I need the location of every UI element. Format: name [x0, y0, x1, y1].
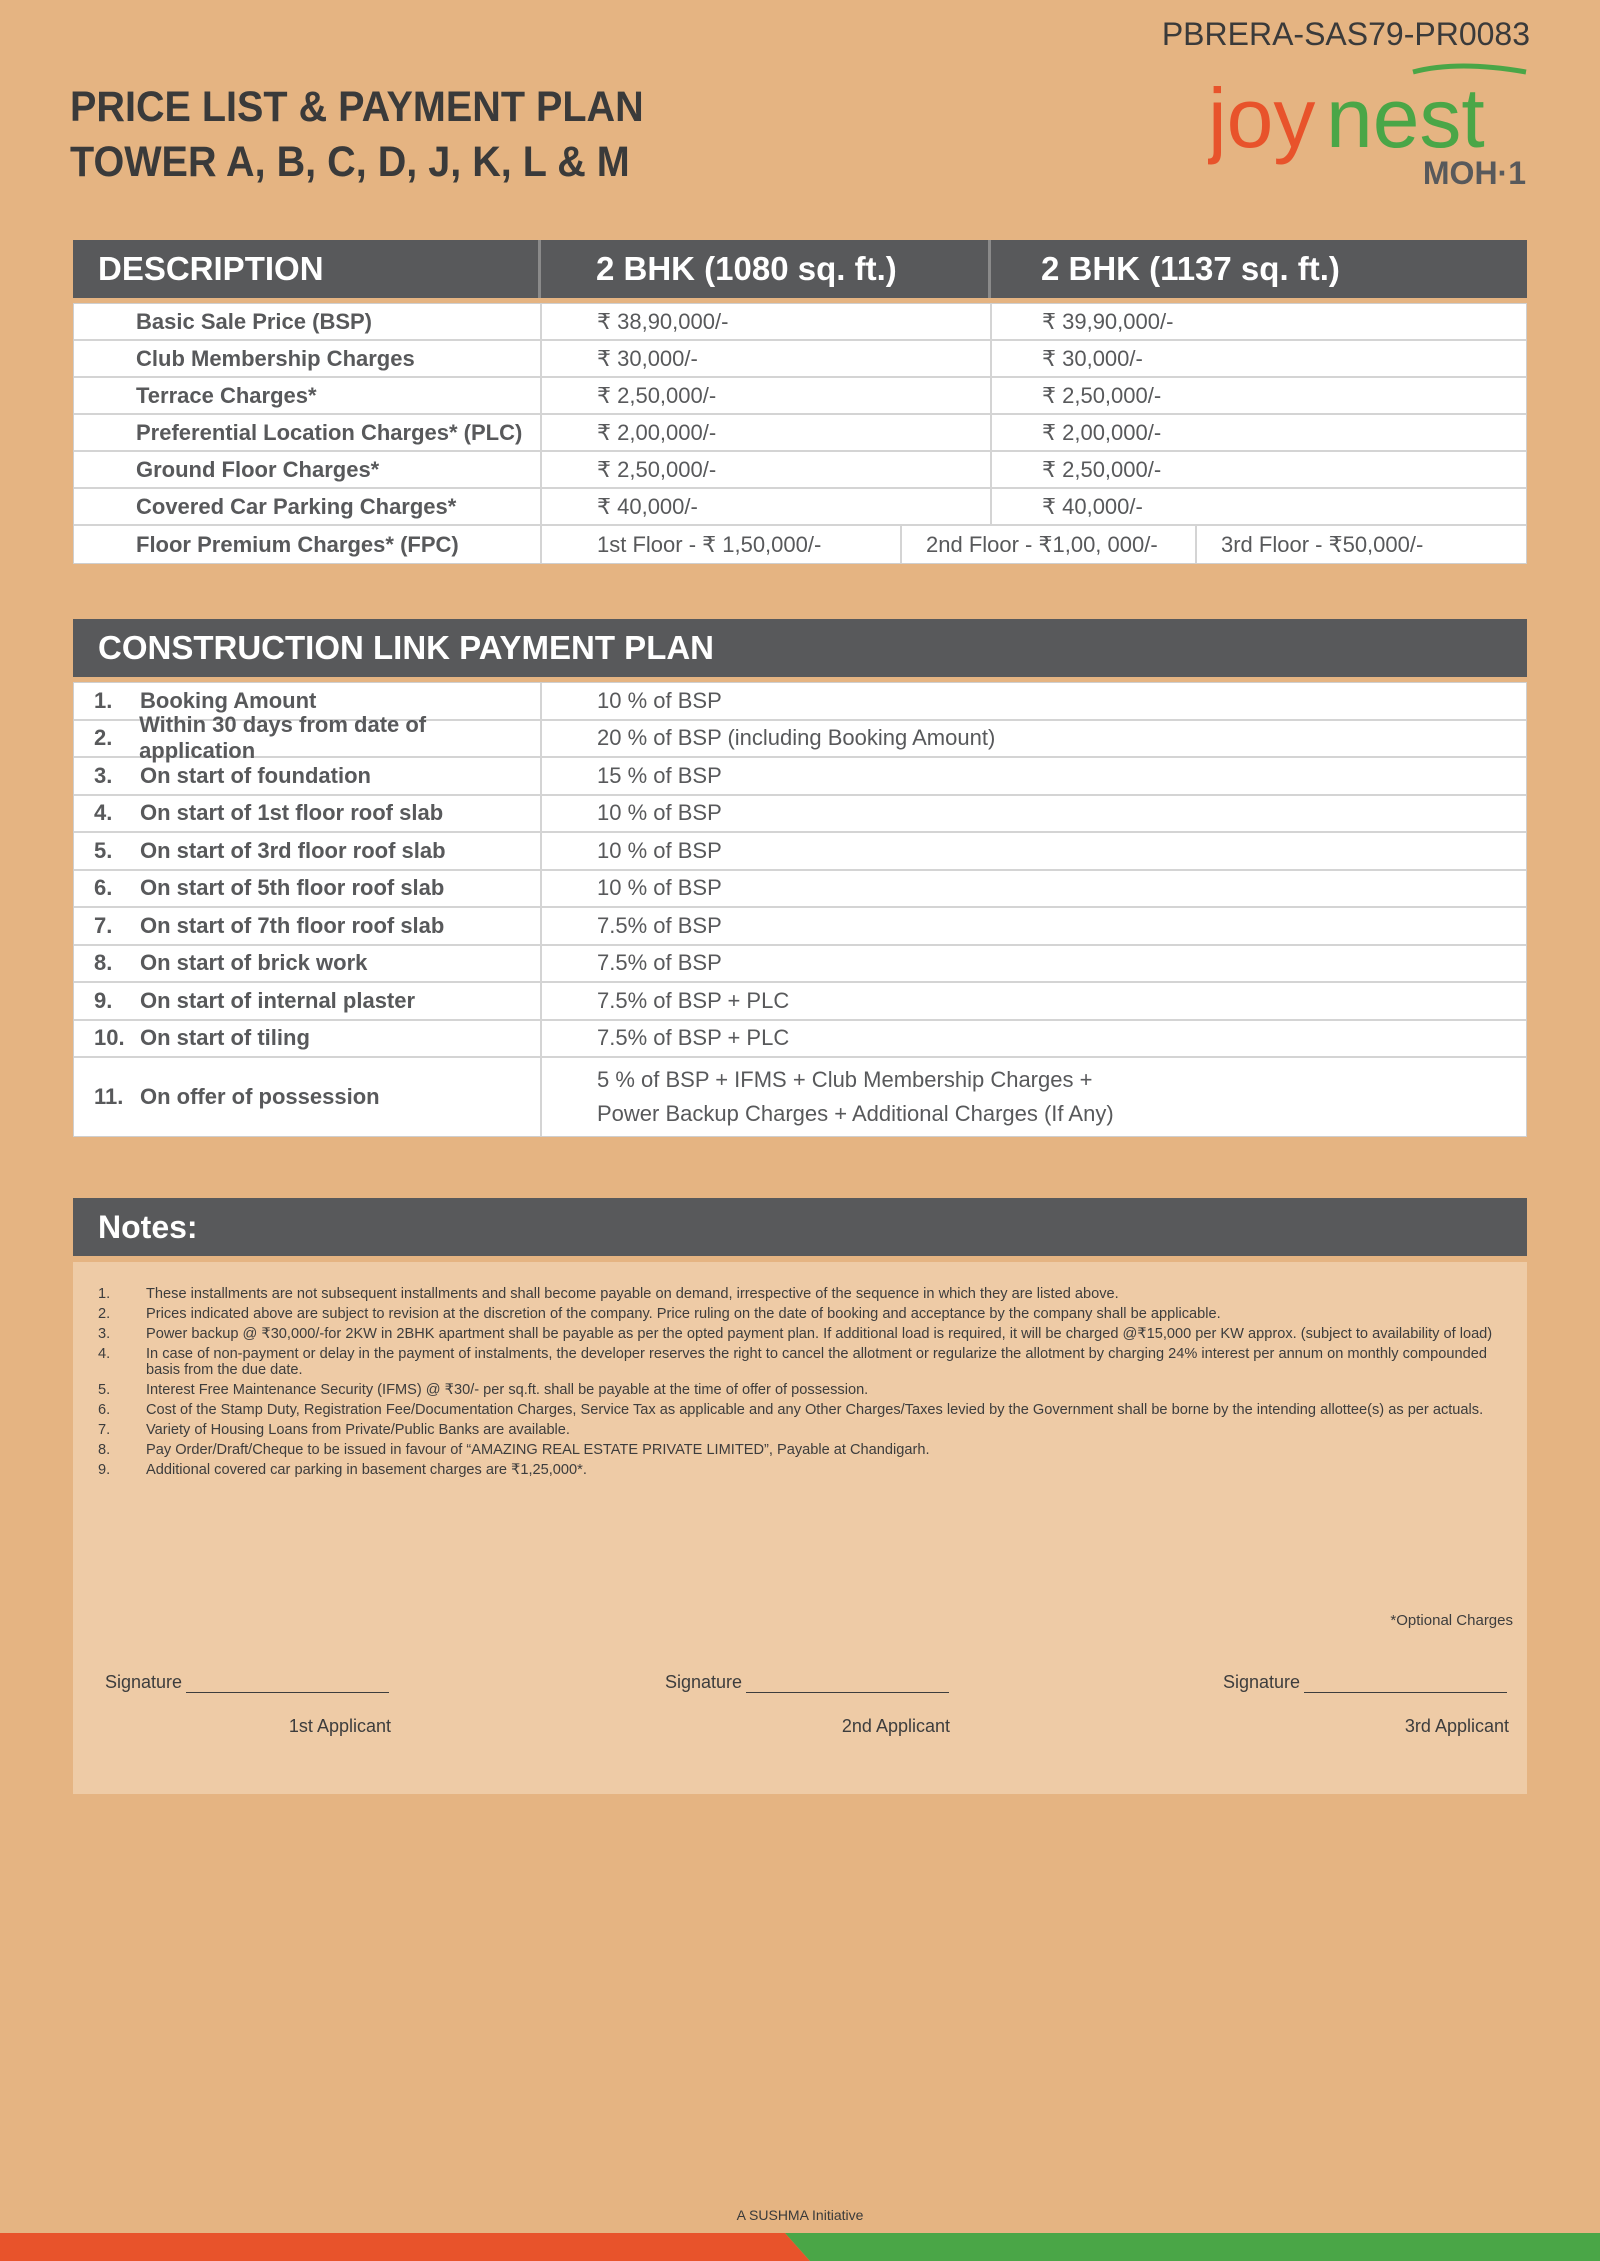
row-value: 10 % of BSP: [597, 800, 722, 826]
price-table-header: [73, 240, 1527, 298]
signature-label: Signature: [665, 1672, 743, 1692]
row-label: Covered Car Parking Charges*: [74, 489, 542, 524]
row-value-1080: ₹ 2,00,000/-: [542, 415, 992, 450]
note-number: 1.: [98, 1286, 111, 1302]
logo-nest-text: nest: [1326, 71, 1485, 165]
list-item: [98, 1402, 1497, 1418]
note-text: Cost of the Stamp Duty, Registration Fee/Documentation Charges, Service Tax as applicable and any Other Charges/Taxes levied by the Government shall be borne by the intending allottee(s) as per actuals.: [146, 1402, 1484, 1418]
table-row-fpc: [74, 526, 1526, 563]
logo-joy-text: joy: [1208, 71, 1316, 165]
row-value: 15 % of BSP: [597, 762, 722, 788]
table-row: [74, 452, 1526, 489]
row-stage: On start of 5th floor roof slab: [140, 875, 445, 901]
row-value-1080: ₹ 2,50,000/-: [542, 452, 992, 487]
table-row: [74, 796, 1526, 834]
title-line-2: TOWER A, B, C, D, J, K, L & M: [70, 138, 630, 186]
row-number: 8.: [94, 950, 113, 976]
list-item: [98, 1326, 1497, 1342]
notes-body: [73, 1262, 1527, 1794]
note-number: 3.: [98, 1326, 111, 1342]
row-value-1080: ₹ 38,90,000/-: [542, 304, 992, 339]
row-value-1137: ₹ 40,000/-: [1042, 493, 1143, 519]
list-item: [98, 1286, 1497, 1302]
note-text: Variety of Housing Loans from Private/Public Banks are available.: [146, 1422, 570, 1438]
header-2bhk-1137: 2 BHK (1137 sq. ft.): [1041, 250, 1340, 287]
table-row: [74, 1021, 1526, 1059]
note-text: Additional covered car parking in basement charges are ₹1,25,000*.: [146, 1462, 587, 1478]
table-row: [74, 341, 1526, 378]
row-number: 3.: [94, 762, 113, 788]
row-value-1080: ₹ 2,50,000/-: [542, 378, 992, 413]
note-number: 2.: [98, 1306, 111, 1322]
row-number: 2.: [94, 725, 113, 751]
fpc-floor-1: 1st Floor - ₹ 1,50,000/-: [542, 526, 902, 563]
note-text: Prices indicated above are subject to revision at the discretion of the company. Price ruling on the date of booking and acceptance by the company shall be applicable.: [146, 1306, 1221, 1322]
header-description: DESCRIPTION: [73, 240, 541, 298]
row-value: 7.5% of BSP: [597, 950, 722, 976]
list-item: [98, 1346, 1497, 1378]
applicant-3-label: 3rd Applicant: [1404, 1716, 1509, 1736]
footer-stripe: [0, 2233, 1600, 2261]
row-value: 10 % of BSP: [597, 875, 722, 901]
payment-plan-body: [73, 682, 1527, 1137]
note-number: 7.: [98, 1422, 111, 1438]
applicant-1-label: 1st Applicant: [288, 1716, 391, 1736]
payment-plan-title: CONSTRUCTION LINK PAYMENT PLAN: [73, 619, 1527, 677]
row-number: 4.: [94, 800, 113, 826]
table-row: [74, 871, 1526, 909]
row-value-line-2: Power Backup Charges + Additional Charges (If Any): [597, 1101, 1114, 1126]
note-text: Interest Free Maintenance Security (IFMS) @ ₹30/- per sq.ft. shall be payable at the time of offer of possession.: [146, 1382, 869, 1398]
row-value-line-1: 5 % of BSP + IFMS + Club Membership Charges +: [597, 1067, 1093, 1092]
row-label: Club Membership Charges: [74, 341, 542, 376]
signature-line: [746, 1675, 949, 1693]
fpc-values: [542, 526, 1526, 563]
note-number: 5.: [98, 1382, 111, 1398]
note-number: 4.: [98, 1346, 111, 1362]
row-label: Preferential Location Charges* (PLC): [74, 415, 542, 450]
row-value: 20 % of BSP (including Booking Amount): [597, 725, 996, 751]
row-label: Terrace Charges*: [74, 378, 542, 413]
notes-title: Notes:: [73, 1198, 1527, 1256]
row-value-1137: ₹ 39,90,000/-: [1042, 308, 1174, 334]
signature-line: [1304, 1675, 1507, 1693]
row-number: 6.: [94, 875, 113, 901]
row-value: [542, 1058, 1526, 1136]
note-text: In case of non-payment or delay in the payment of instalments, the developer reserves the right to cancel the allotment or regularize the allotment by charging 24% interest per annum on monthly compounded basis from the due date.: [146, 1346, 1487, 1378]
row-stage: On start of brick work: [140, 950, 368, 976]
row-number: 11.: [94, 1084, 124, 1109]
signature-label: Signature: [105, 1672, 183, 1692]
fpc-floor-3: 3rd Floor - ₹50,000/-: [1221, 531, 1424, 557]
signature-1: [105, 1672, 389, 1693]
row-label: Ground Floor Charges*: [74, 452, 542, 487]
table-row: [74, 378, 1526, 415]
table-row: [74, 304, 1526, 341]
row-value-1137: ₹ 2,00,000/-: [1042, 419, 1162, 445]
row-stage: On start of internal plaster: [140, 987, 416, 1013]
signature-3: [1223, 1672, 1507, 1693]
row-value-1080: ₹ 40,000/-: [542, 489, 992, 524]
note-number: 8.: [98, 1442, 111, 1458]
row-number: 9.: [94, 987, 113, 1013]
note-number: 9.: [98, 1462, 111, 1478]
row-value-1137: ₹ 30,000/-: [1042, 345, 1143, 371]
row-stage: On start of tiling: [140, 1025, 310, 1051]
list-item: [98, 1422, 1497, 1438]
table-row: [74, 833, 1526, 871]
footer-text: A SUSHMA Initiative: [736, 2207, 864, 2223]
row-number: 1.: [94, 687, 113, 713]
list-item: [98, 1306, 1497, 1322]
row-value: 7.5% of BSP: [597, 912, 722, 938]
page-title: [70, 80, 694, 190]
row-stage: On start of 1st floor roof slab: [140, 800, 444, 826]
row-number: 10.: [94, 1025, 125, 1051]
list-item: [98, 1382, 1497, 1398]
table-row: [74, 908, 1526, 946]
table-row: [74, 983, 1526, 1021]
row-label: Floor Premium Charges* (FPC): [74, 526, 542, 563]
note-text: These installments are not subsequent installments and shall become payable on demand, irrespective of the sequence in which they are listed above.: [146, 1286, 1119, 1302]
note-number: 6.: [98, 1402, 111, 1418]
table-row: [74, 758, 1526, 796]
row-label: Basic Sale Price (BSP): [74, 304, 542, 339]
list-item: [98, 1442, 1497, 1458]
payment-plan-table: [73, 619, 1527, 1137]
table-row: [74, 415, 1526, 452]
table-row: [74, 712, 1526, 764]
price-table: [73, 240, 1527, 564]
row-stage: On start of foundation: [140, 762, 371, 788]
price-table-body: [73, 303, 1527, 564]
logo-sub-text: MOH·1: [1422, 155, 1526, 191]
row-stage: On start of 3rd floor roof slab: [140, 837, 446, 863]
signature-2: [665, 1672, 949, 1693]
note-text: Pay Order/Draft/Cheque to be issued in favour of “AMAZING REAL ESTATE PRIVATE LIMITED”, Payable at Chandigarh.: [146, 1442, 930, 1458]
title-line-1: PRICE LIST & PAYMENT PLAN: [70, 83, 644, 131]
row-stage: On start of 7th floor roof slab: [140, 912, 445, 938]
rera-number: PBRERA-SAS79-PR0083: [1161, 16, 1530, 52]
row-value-1137: ₹ 2,50,000/-: [1042, 456, 1162, 482]
fpc-floor-2: 2nd Floor - ₹1,00, 000/-: [902, 526, 1197, 563]
row-value-1137: ₹ 2,50,000/-: [1042, 382, 1162, 408]
signature-label: Signature: [1223, 1672, 1301, 1692]
joynest-logo: [1208, 62, 1528, 192]
row-value: 7.5% of BSP + PLC: [597, 987, 790, 1013]
table-row: [74, 1058, 1526, 1136]
table-row: [74, 489, 1526, 526]
list-item: [98, 1462, 1497, 1478]
notes-section: [73, 1198, 1527, 1794]
row-number: 5.: [94, 837, 113, 863]
row-stage: Within 30 days from date of application: [139, 712, 427, 764]
row-value: 10 % of BSP: [597, 687, 722, 713]
row-stage: On offer of possession: [140, 1084, 380, 1109]
applicant-2-label: 2nd Applicant: [841, 1716, 950, 1736]
optional-charges-note: *Optional Charges: [1390, 1612, 1513, 1629]
header-2bhk-1080: 2 BHK (1080 sq. ft.): [541, 240, 991, 298]
row-value: 10 % of BSP: [597, 837, 722, 863]
signature-line: [186, 1675, 389, 1693]
table-row: [74, 946, 1526, 984]
note-text: Power backup @ ₹30,000/-for 2KW in 2BHK apartment shall be payable as per the opted payment plan. If additional load is required, it will be charged @₹15,000 per KW approx. (subject to availability of load): [146, 1326, 1493, 1342]
row-stage: Booking Amount: [140, 687, 317, 713]
row-value: 7.5% of BSP + PLC: [597, 1025, 790, 1051]
row-value-1080: ₹ 30,000/-: [542, 341, 992, 376]
row-number: 7.: [94, 912, 113, 938]
